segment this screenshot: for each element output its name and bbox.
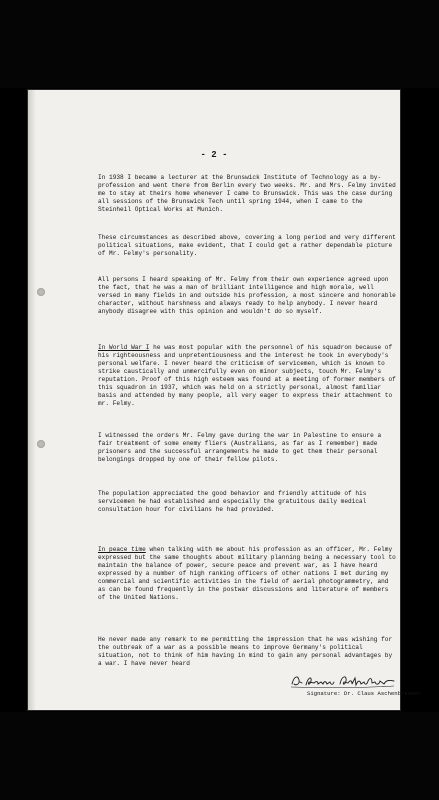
underlined-heading: In World War I bbox=[98, 344, 150, 351]
signature-label: Signature: Dr. Claus Aschenbrenner bbox=[307, 690, 422, 697]
paragraph-text: when talking with me about his profession as an officer, Mr. Felmy expressed but the same thoughts about military planning being a necessary tool to maintain the balance of power, secure peace and prevent war, as I have heard expressed by a number of high ranking officers of other nations I met during my commercial and scientific activities in the field of aerial photogrammetry, and as can be found frequently in the postwar discussions and literature of members of the United Nations. bbox=[98, 546, 396, 601]
paragraph-text: In 1938 I became a lecturer at the Brunswick Institute of Technology as a by-profession and went there from Berlin every two weeks. Mr. and Mrs. Felmy invited me to stay at theirs home whenever I came to Brunswick. This was the case during all sessions of the Brunswick Tech until spring 1944, when I came to the Steinheil Optical Works at Munich. bbox=[98, 174, 396, 213]
paragraph-text: The population appreciated the good behavior and friendly attitude of his servicemen he had established and especially the gratuitous daily medical consultation hour for civilians he had provided. bbox=[98, 490, 367, 513]
paragraph bbox=[98, 546, 398, 602]
handwritten-signature bbox=[290, 672, 396, 690]
paragraph bbox=[98, 490, 398, 514]
punch-hole bbox=[37, 288, 45, 296]
scan-border-top bbox=[0, 0, 439, 88]
paragraph bbox=[98, 344, 398, 408]
paragraph-text: he was most popular with the personnel of his squadron because of his righteousness and unpretentiousness and the interest he took in everybody's personal welfare. I never heard the criticism of servicemen, which is known to strike caustically and unmercifully even on minor subjects, touch Mr. Felmy's reputation. Proof of this high esteem was found at a meeting of former members of this squadron in 1937, which was held on a strictly personal, almost familiar basis and attended by many people, all very eager to express their attachment to mr. Felmy. bbox=[98, 344, 396, 407]
punch-hole bbox=[37, 440, 45, 448]
paragraph bbox=[98, 276, 398, 316]
paragraph-text: He never made any remark to me permitting the impression that he was wishing for the outbreak of a war as a possible means to improve Germany's political situation, not to think of him having in mind to gain any personal advantages by a war. I have never heard bbox=[98, 636, 393, 667]
scan-border-bottom bbox=[0, 712, 439, 800]
page-number: - 2 - bbox=[200, 150, 228, 160]
paragraph-text: I witnessed the orders Mr. Felmy gave during the war in Palestine to ensure a fair treatment of some enemy fliers (Australians, as far as I remember) made prisoners and the successful arrangements he made to get them their personal belongings dropped by one of their fellow pilots. bbox=[98, 432, 382, 463]
paragraph-text: These circumstances as described above, covering a long period and very different political situations, make evident, that I could get a rather dependable picture of Mr. Felmy's personality. bbox=[98, 234, 396, 257]
paragraph bbox=[98, 174, 398, 214]
page-edge-shadow bbox=[28, 90, 36, 710]
underlined-heading: In peace time bbox=[98, 546, 146, 553]
paragraph bbox=[98, 234, 398, 258]
document-page bbox=[28, 90, 422, 710]
paragraph-text: All persons I heard speaking of Mr. Felmy from their own experience agreed upon the fact, that he was a man of brilliant intelligence and high morale, well versed in many fields in and outside his profession, a most sincere and honorable character, without harshness and always ready to help anybody. I never heard anybody disagree with this opinion and wouldn't do so myself. bbox=[98, 276, 396, 315]
paragraph bbox=[98, 636, 398, 668]
paragraph bbox=[98, 432, 398, 464]
